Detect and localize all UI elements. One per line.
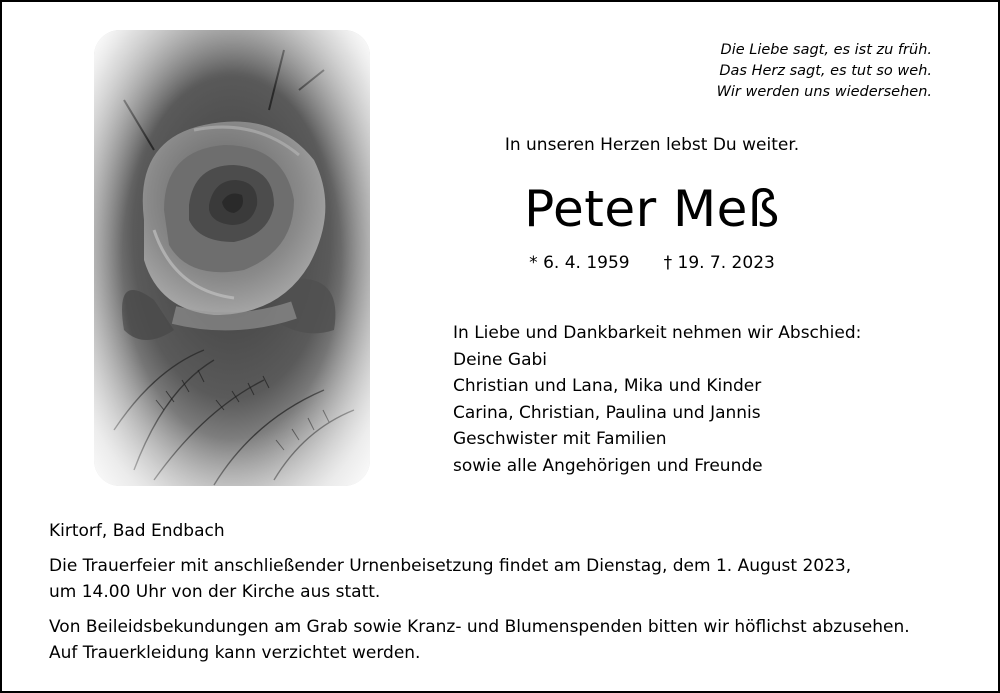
rose-photo	[94, 30, 370, 486]
mourner-line: Geschwister mit Familien	[453, 429, 667, 449]
life-dates	[422, 253, 882, 273]
request-line: Von Beileidsbekundungen am Grab sowie Kranz- und Blumenspenden bitten wir höflichst abzusehen.	[49, 617, 910, 637]
mourners-block	[453, 320, 973, 479]
mourner-line: Christian und Lana, Mika und Kinder	[453, 376, 762, 396]
poem-line: Das Herz sagt, es tut so weh.	[719, 63, 932, 79]
birth-date: * 6. 4. 1959	[529, 253, 630, 273]
poem-line: Die Liebe sagt, es ist zu früh.	[720, 42, 932, 58]
location: Kirtorf, Bad Endbach	[49, 521, 225, 541]
poem-line: Wir werden uns wiedersehen.	[716, 84, 932, 100]
deceased-name: Peter Meß	[524, 180, 780, 238]
mourner-line: sowie alle Angehörigen und Freunde	[453, 455, 763, 476]
request-line: Auf Trauerkleidung kann verzichtet werden.	[49, 643, 421, 663]
ceremony-line: um 14.00 Uhr von der Kirche aus statt.	[49, 582, 381, 602]
funeral-details	[49, 518, 979, 666]
poem	[602, 40, 932, 103]
mourners-intro: In Liebe und Dankbarkeit nehmen wir Abschied:	[453, 323, 862, 343]
mourner-line: Deine Gabi	[453, 349, 548, 370]
rose-image	[94, 30, 370, 486]
motto: In unseren Herzen lebst Du weiter.	[504, 135, 800, 155]
ceremony-line: Die Trauerfeier mit anschließender Urnenbeisetzung findet am Dienstag, dem 1. August 2023,	[49, 556, 852, 576]
mourner-line: Carina, Christian, Paulina und Jannis	[453, 402, 761, 423]
death-date: † 19. 7. 2023	[663, 253, 775, 273]
